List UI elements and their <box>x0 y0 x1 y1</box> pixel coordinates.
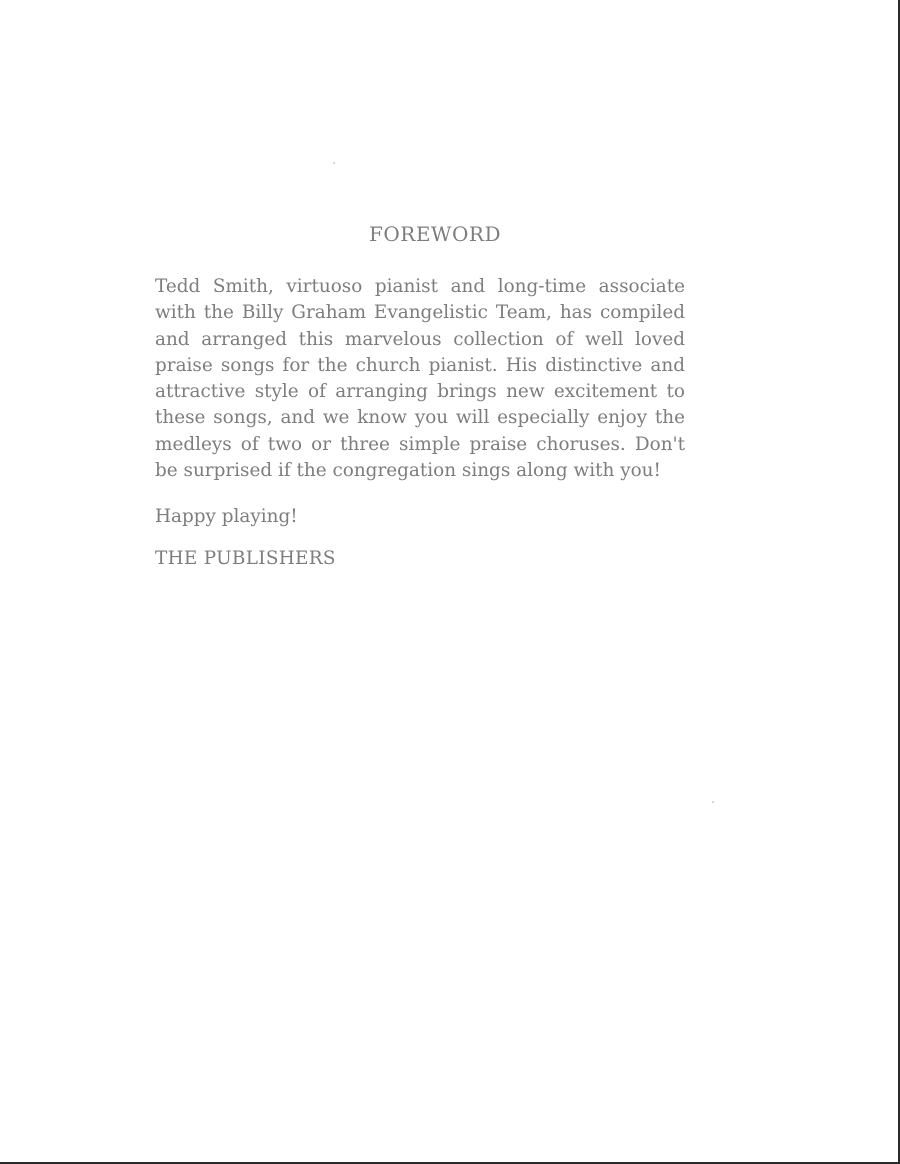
signature: THE PUBLISHERS <box>155 548 336 570</box>
paper-speck <box>712 801 714 803</box>
closing-line: Happy playing! <box>155 506 298 528</box>
foreword-title: FOREWORD <box>369 222 501 246</box>
foreword-section <box>155 222 685 572</box>
foreword-paragraph: Tedd Smith, virtuoso pianist and long-time associate with the Billy Graham Evangelistic Team, has compiled and arranged this marvelous collection of well loved praise songs for the church pianist. His distinctive and attractive style of arranging brings new excitement to these songs, and we know you will especially enjoy the medleys of two or three simple praise choruses. Don't be surprised if the congregation sings along with you! <box>155 276 685 482</box>
paper-speck <box>333 162 335 164</box>
